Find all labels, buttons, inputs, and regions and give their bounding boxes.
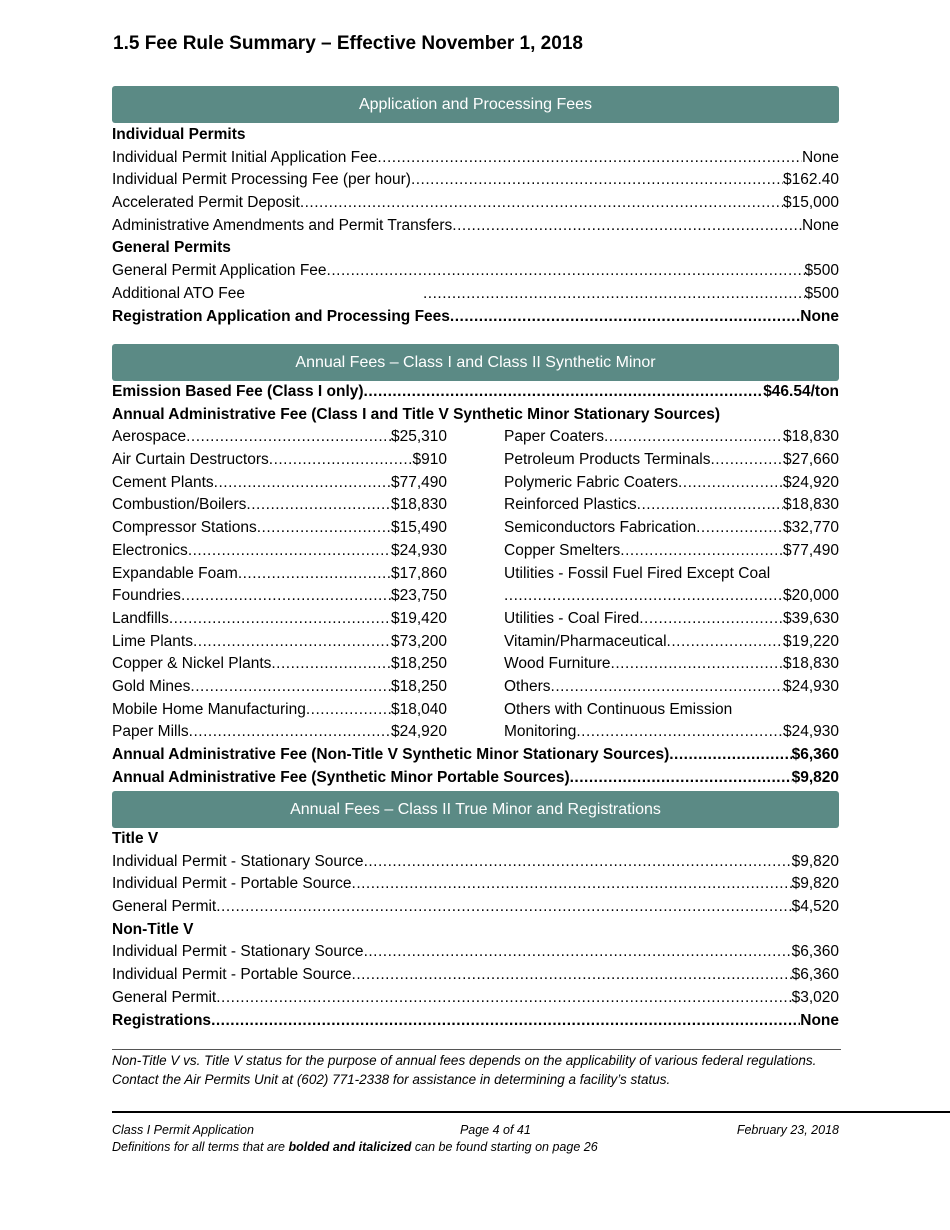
note-divider xyxy=(112,1049,841,1050)
fee-row: Accelerated Permit Deposit ..... $15,000 xyxy=(112,192,839,215)
fee-row: Individual Permit - Stationary Source ..... $6,360 xyxy=(112,941,839,964)
footer-page-number: Page 4 of 41 xyxy=(459,1123,531,1137)
right-fee-column xyxy=(504,426,839,744)
fee-row: Copper Smelters ..... $77,490 xyxy=(504,540,839,563)
annual-fees-class-ii-list xyxy=(112,828,839,1032)
fee-row: Mobile Home Manufacturing ..... $18,040 xyxy=(112,699,447,722)
left-fee-column xyxy=(112,426,447,744)
fee-row: ..... $20,000 xyxy=(504,585,839,608)
fee-row: Gold Mines ..... $18,250 xyxy=(112,676,447,699)
footer-document-name: Class I Permit Application xyxy=(112,1123,254,1137)
fee-row: Air Curtain Destructors ..... $910 xyxy=(112,449,447,472)
fee-row: Expandable Foam ..... $17,860 xyxy=(112,563,447,586)
fee-row: Individual Permit Processing Fee (per hour) ..... $162.40 xyxy=(112,169,839,192)
annual-fees-class-i-list xyxy=(112,381,839,789)
fee-row: Electronics ..... $24,930 xyxy=(112,540,447,563)
fee-row: Lime Plants ..... $73,200 xyxy=(112,631,447,654)
nontitle-v-admin-fee-row: Annual Administrative Fee (Non-Title V Synthetic Minor Stationary Sources) ..... $6,360 xyxy=(112,744,839,767)
fee-row-label-only: Others with Continuous Emission xyxy=(504,700,733,718)
fee-row: Paper Coaters ..... $18,830 xyxy=(504,426,839,449)
title-v-heading: Title V xyxy=(112,830,159,847)
fee-row: Compressor Stations ..... $15,490 xyxy=(112,517,447,540)
fee-row: Vitamin/Pharmaceutical ..... $19,220 xyxy=(504,631,839,654)
fee-row: Individual Permit - Portable Source ..... $6,360 xyxy=(112,964,839,987)
fee-row: Individual Permit Initial Application Fee ..... None xyxy=(112,147,839,170)
fee-row: Individual Permit - Stationary Source ..... $9,820 xyxy=(112,851,839,874)
page-title: 1.5 Fee Rule Summary – Effective November 1, 2018 xyxy=(113,33,583,54)
fee-row: Combustion/Boilers ..... $18,830 xyxy=(112,494,447,517)
portable-admin-fee-row: Annual Administrative Fee (Synthetic Minor Portable Sources) ..... $9,820 xyxy=(112,767,839,790)
fee-row: Petroleum Products Terminals ..... $27,660 xyxy=(504,449,839,472)
admin-fee-heading: Annual Administrative Fee (Class I and Title V Synthetic Minor Stationary Sources) xyxy=(112,405,721,423)
application-fees-list xyxy=(112,124,839,328)
fee-row: Foundries ..... $23,750 xyxy=(112,585,447,608)
fee-row: Copper & Nickel Plants ..... $18,250 xyxy=(112,653,447,676)
emission-fee-row: Emission Based Fee (Class I only) ..... $46.54/ton xyxy=(112,381,839,404)
non-title-v-heading: Non-Title V xyxy=(112,920,194,938)
fee-row: Polymeric Fabric Coaters ..... $24,920 xyxy=(504,472,839,495)
footer-date: February 23, 2018 xyxy=(736,1123,839,1137)
fee-row: Paper Mills ..... $24,920 xyxy=(112,721,447,744)
fee-row: Additional ATO Fee ..... $500 xyxy=(112,283,839,306)
fee-row: Landfills ..... $19,420 xyxy=(112,608,447,631)
page-footer xyxy=(112,1122,839,1156)
fee-row: General Permit Application Fee ..... $500 xyxy=(112,260,839,283)
registration-fee-row: Registration Application and Processing Fees ..... None xyxy=(112,306,839,329)
individual-permits-heading: Individual Permits xyxy=(112,126,246,143)
fee-row: Monitoring ..... $24,930 xyxy=(504,721,839,744)
footer-definitions-note: Definitions for all terms that are bolded and italicized can be found starting on page 26 xyxy=(112,1140,598,1154)
footer-divider xyxy=(112,1111,950,1113)
fee-row: Administrative Amendments and Permit Transfers ..... None xyxy=(112,215,839,238)
fee-row: Semiconductors Fabrication ..... $32,770 xyxy=(504,517,839,540)
section-header-annual-fees-class-i: Annual Fees – Class I and Class II Synthetic Minor xyxy=(112,344,839,381)
status-note: Non-Title V vs. Title V status for the purpose of annual fees depends on the applicability of various federal regulations. Contact the Air Permits Unit at (602) 771-2338 for assistance in determining a facility’s status. xyxy=(112,1053,817,1087)
section-header-annual-fees-class-ii: Annual Fees – Class II True Minor and Registrations xyxy=(112,791,839,828)
fee-row: Aerospace ..... $25,310 xyxy=(112,426,447,449)
fee-row: Reinforced Plastics ..... $18,830 xyxy=(504,494,839,517)
registrations-fee-row: Registrations ..... None xyxy=(112,1010,839,1033)
fee-row-label-only: Utilities - Fossil Fuel Fired Except Coal xyxy=(504,564,771,582)
fee-row: Wood Furniture ..... $18,830 xyxy=(504,653,839,676)
general-permits-heading: General Permits xyxy=(112,239,231,257)
fee-row: Others ..... $24,930 xyxy=(504,676,839,699)
fee-row: Cement Plants ..... $77,490 xyxy=(112,472,447,495)
fee-row: Individual Permit - Portable Source ..... $9,820 xyxy=(112,873,839,896)
fee-row: General Permit ..... $4,520 xyxy=(112,896,839,919)
fee-row: General Permit ..... $3,020 xyxy=(112,987,839,1010)
section-header-application-fees: Application and Processing Fees xyxy=(112,86,839,123)
fee-row: Utilities - Coal Fired ..... $39,630 xyxy=(504,608,839,631)
